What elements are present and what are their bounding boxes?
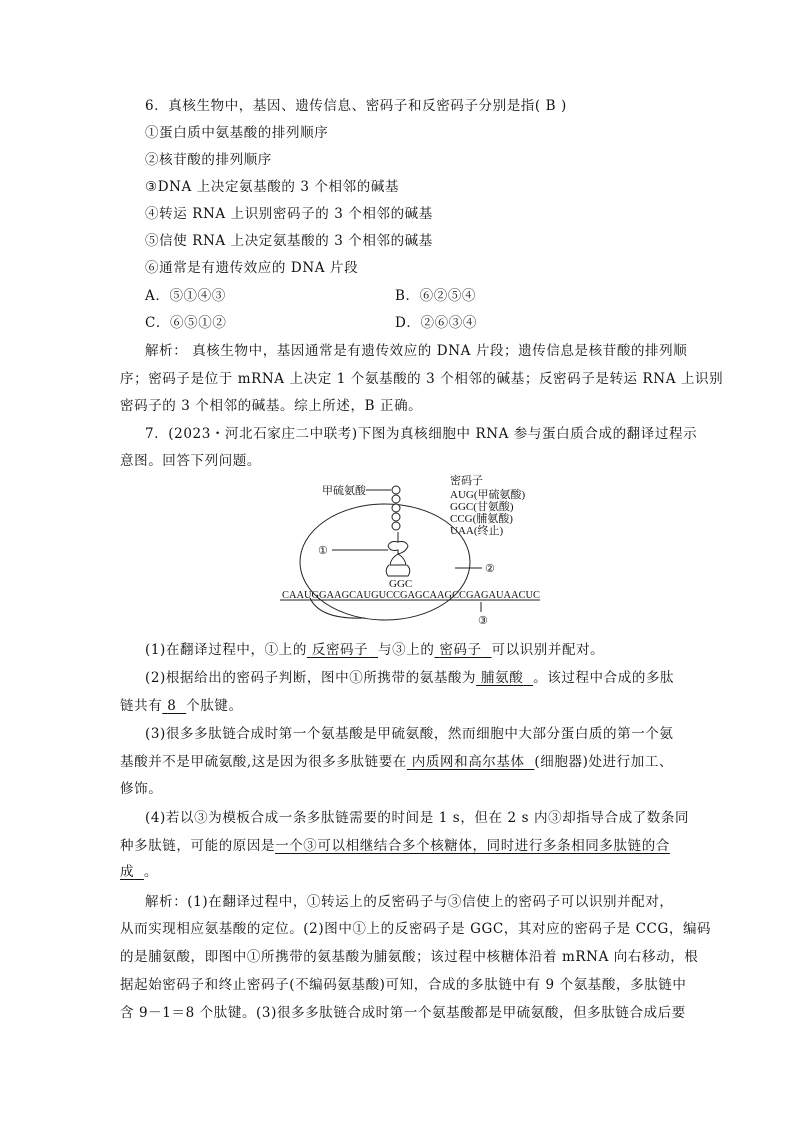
q7-part3-line-3: 修饰。	[120, 781, 163, 797]
q7-part3-line-2	[120, 752, 673, 772]
amino-acid-label: 甲硫氨酸	[322, 485, 366, 497]
q7-part1-answer-2-text: 密码子	[439, 642, 482, 658]
q7-part2-text-d: 个肽键。	[186, 698, 243, 714]
q7-part2-answer-2-text: 8	[167, 698, 177, 714]
label-3: ③	[478, 615, 488, 627]
q6-item-4: ④转运 RNA 上识别密码子的 3 个相邻的碱基	[145, 206, 433, 222]
codon-legend-1: AUG(甲硫氨酸)	[450, 489, 526, 501]
q7-part1-answer-2	[434, 642, 491, 658]
q7-part4-answer-b	[120, 864, 144, 880]
q7-part4-text-a: 种多肽链，可能的原因是	[120, 838, 276, 854]
q7-stem-line-1: 7．(2023・河北石家庄二中联考)下图为真核细胞中 RNA 参与蛋白质合成的翻译过程示	[145, 426, 698, 442]
q7-part2-line-1	[145, 668, 674, 688]
q7-part4-line-1: (4)若以③为模板合成一条多肽链需要的时间是 1 s，但在 2 s 内③却指导合成了数条同	[145, 810, 690, 826]
q6-analysis-line-2: 序；密码子是位于 mRNA 上决定 1 个氨基酸的 3 个相邻的碱基；反密码子是转运 RNA 上识别	[120, 371, 724, 387]
q7-analysis-line-3: 的是脯氨酸，即图中①所携带的氨基酸为脯氨酸；该过程中核糖体沿着 mRNA 向右移动，根	[120, 949, 699, 965]
anticodon-text: GGC	[389, 578, 413, 590]
q7-part2-answer-2	[162, 698, 186, 714]
q7-part3-text-a: 基酸并不是甲硫氨酸,这是因为很多多肽链要在	[120, 754, 407, 770]
amino-acid-chain	[392, 486, 400, 530]
mrna-sequence: CAAUGGAAGCAUGUCCGAGCAAGCCGAGAUAACUC	[282, 589, 540, 601]
q7-part1-text-b: 与③上的	[378, 642, 435, 658]
q7-part1-answer-1-text: 反密码子	[311, 642, 369, 658]
q7-part2-text-c: 链共有	[120, 698, 163, 714]
q6-option-c: C．⑥⑤①②	[145, 315, 227, 331]
q7-part1-text-a: (1)在翻译过程中，①上的	[145, 642, 307, 658]
q7-part2-text-b: 。该过程中合成的多肽	[533, 670, 675, 686]
q7-part1-text-c: 可以识别并配对。	[491, 642, 605, 658]
q7-part2-line-2	[120, 696, 243, 716]
q7-part1-answer-1	[307, 642, 378, 658]
q7-part2-text-a: (2)根据给出的密码子判断，图中①所携带的氨基酸为	[145, 670, 477, 686]
trna-shape	[388, 532, 408, 565]
codon-legend-title: 密码子	[450, 475, 483, 487]
q7-analysis-line-1: 解析：(1)在翻译过程中，①转运上的反密码子与③信使上的密码子可以识别并配对，	[145, 894, 674, 910]
q7-part3-answer-text: 内质网和高尔基体	[411, 754, 525, 770]
q6-option-a: A．⑤①④③	[145, 288, 226, 304]
q7-part4-answer-a: 一个③可以相继结合多个核糖体，同时进行多条相同多肽链的合	[275, 838, 670, 854]
q7-analysis-line-5: 含 9－1＝8 个肽键。(3)很多多肽链合成时第一个氨基酸都是甲硫氨酸，但多肽链合成后要	[120, 1005, 686, 1021]
q7-part2-answer-1	[476, 670, 533, 686]
codon-legend-3: CCG(脯氨酸)	[450, 513, 513, 525]
q6-item-3: ③DNA 上决定氨基酸的 3 个相邻的碱基	[145, 179, 400, 195]
q7-part3-answer	[407, 754, 535, 770]
q7-part1	[145, 640, 604, 660]
q6-item-6: ⑥通常是有遗传效应的 DNA 片段	[145, 260, 359, 276]
q6-item-2: ②核苷酸的排列顺序	[145, 152, 272, 168]
q7-part3-text-b: (细胞器)处进行加工、	[534, 754, 674, 770]
q6-option-d: D．②⑥③④	[395, 315, 477, 331]
q7-part4-answer-b-text: 成	[120, 864, 135, 880]
q7-part4-line-2	[120, 836, 670, 856]
q6-analysis-line-1: 解析： 真核生物中，基因通常是有遗传效应的 DNA 片段；遗传信息是核苷酸的排列顺	[145, 343, 688, 359]
q6-analysis-line-3: 密码子的 3 个相邻的碱基。综上所述，B 正确。	[120, 398, 423, 414]
codon-legend-2: GGC(甘氨酸)	[450, 501, 514, 513]
anticodon-loop	[386, 565, 410, 576]
label-2: ②	[485, 563, 495, 575]
codon-legend-4: UAA(终止)	[450, 525, 504, 537]
q6-item-1: ①蛋白质中氨基酸的排列顺序	[145, 125, 329, 141]
q6-option-b: B．⑥②⑤④	[395, 288, 477, 304]
q7-part4-text-b: 。	[143, 864, 159, 880]
q6-item-5: ⑤信使 RNA 上决定氨基酸的 3 个相邻的碱基	[145, 233, 433, 249]
q6-stem: 6．真核生物中，基因、遗传信息、密码子和反密码子分别是指( B )	[145, 98, 567, 114]
translation-diagram	[270, 470, 560, 630]
q7-part3-line-1: (3)很多多肽链合成时第一个氨基酸是甲硫氨酸，然而细胞中大部分蛋白质的第一个氨	[145, 726, 674, 742]
q7-part2-answer-1-text: 脯氨酸	[481, 670, 524, 686]
q7-analysis-line-2: 从而实现相应氨基酸的定位。(2)图中①上的反密码子是 GGC，其对应的密码子是 CCG，编码	[120, 921, 712, 937]
label-1: ①	[318, 545, 328, 557]
ribosome-small-subunit	[310, 598, 365, 618]
q7-analysis-line-4: 据起始密码子和终止密码子(不编码氨基酸)可知，合成的多肽链中有 9 个氨基酸，多肽链中	[120, 977, 687, 993]
q7-stem-line-2: 意图。回答下列问题。	[120, 453, 261, 469]
ribosome-outline	[300, 504, 470, 620]
q7-part4-line-3	[120, 862, 158, 882]
